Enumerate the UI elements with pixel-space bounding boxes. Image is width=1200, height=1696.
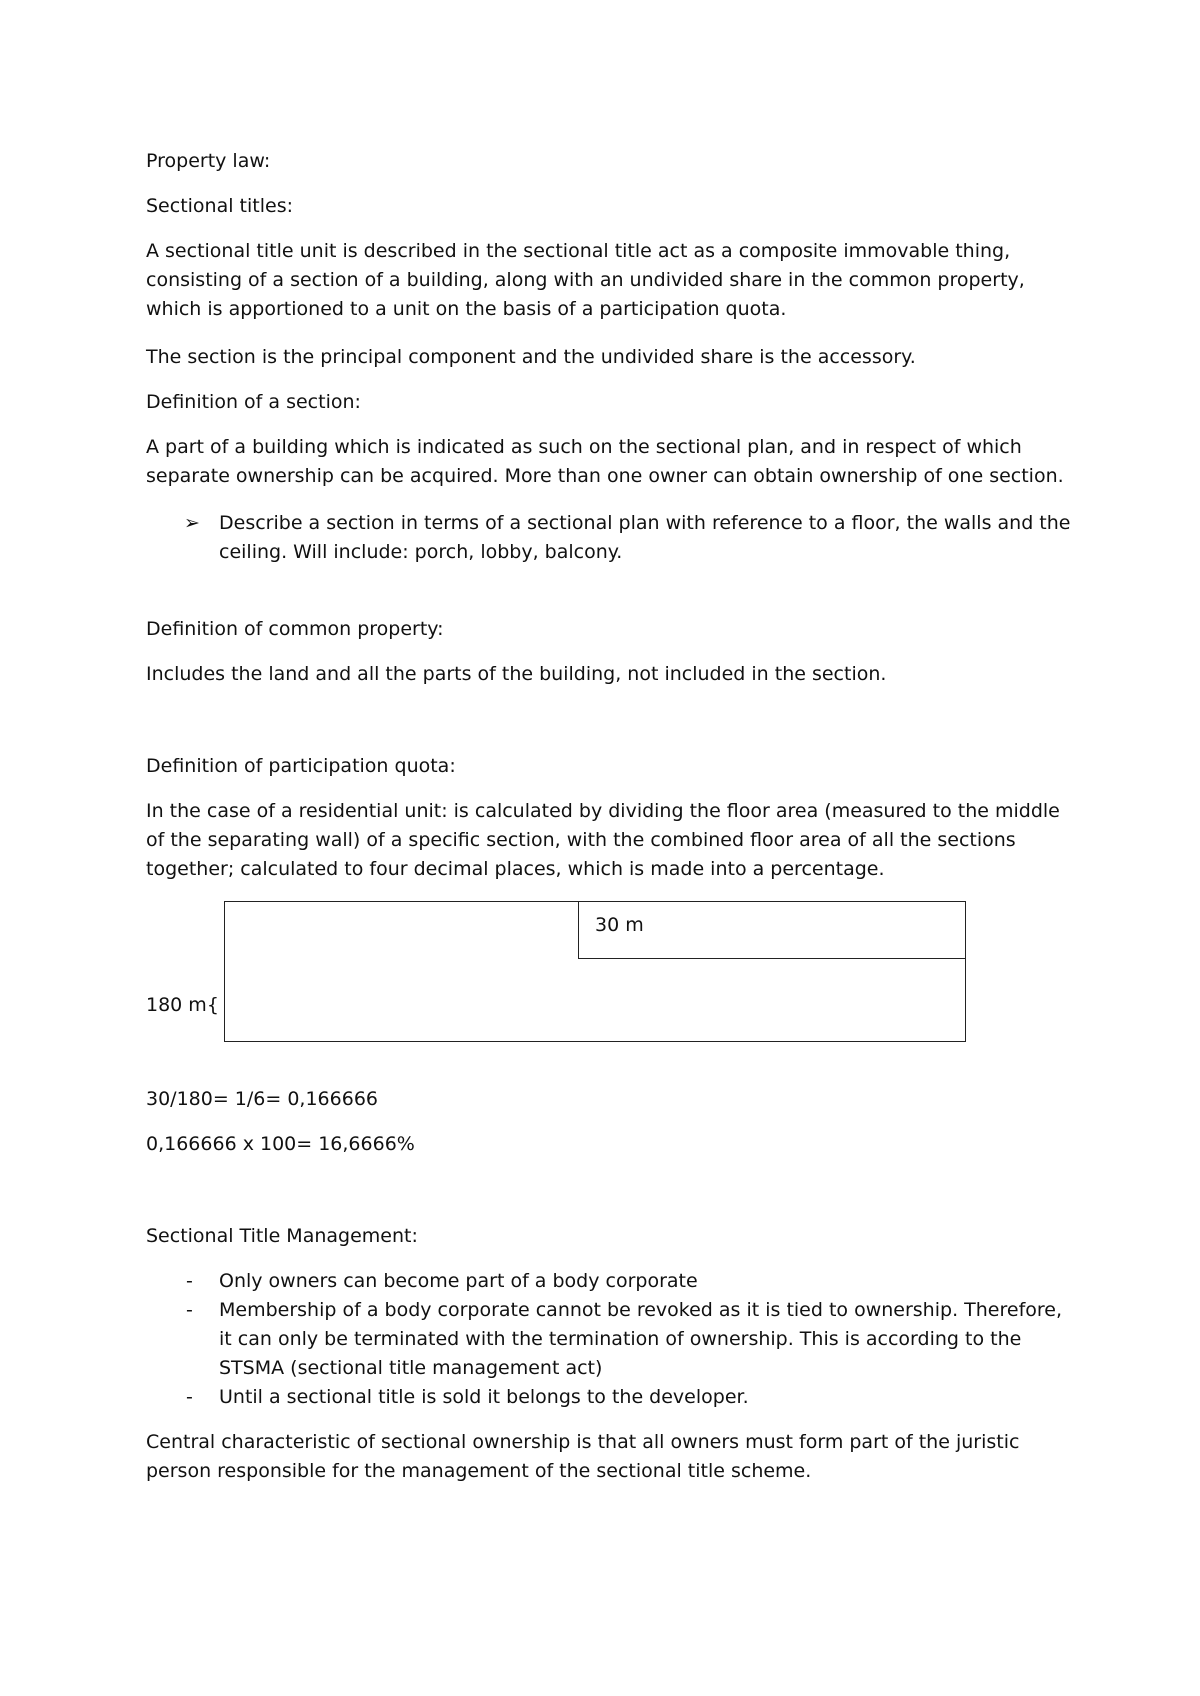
arrow-bullet-icon: ➢ <box>184 512 200 534</box>
heading-participation-quota: Definition of participation quota: <box>146 755 456 777</box>
list-item <box>146 1383 1076 1412</box>
arrow-bullet-item <box>146 509 1076 569</box>
paragraph-unit-description: A sectional title unit is described in the sectional title act as a composite immovable thing, consisting of a section of a building, along with an undivided share in the common property, which is apportioned to a unit on the basis of a participation quota. <box>146 240 1025 320</box>
paragraph-section-definition: A part of a building which is indicated as such on the sectional plan, and in respect of which separate ownership can be acquired. More than one owner can obtain ownership of one section. <box>146 436 1064 487</box>
list-item <box>146 1267 1076 1296</box>
calculation-line-fraction: 30/180= 1/6= 0,166666 <box>146 1088 378 1110</box>
heading-management: Sectional Title Management: <box>146 1225 418 1247</box>
heading-sectional-titles: Sectional titles: <box>146 195 293 217</box>
list-item-text: Membership of a body corporate cannot be revoked as it is tied to ownership. Therefore, it can only be terminated with the termination of ownership. This is according to the STSMA (sectional title management act) <box>219 1299 1063 1379</box>
arrow-bullet-text: Describe a section in terms of a sectional plan with reference to a floor, the walls and the ceiling. Will include: porch, lobby, balcony. <box>219 512 1071 563</box>
list-item-text: Only owners can become part of a body corporate <box>219 1270 698 1292</box>
paragraph-principal-component: The section is the principal component and the undivided share is the accessory. <box>146 346 916 368</box>
paragraph-participation-quota: In the case of a residential unit: is calculated by dividing the floor area (measured to the middle of the separating wall) of a specific section, with the combined floor area of all the sections together; calculated to four decimal places, which is made into a percentage. <box>146 800 1060 880</box>
paragraph-central-characteristic: Central characteristic of sectional ownership is that all owners must form part of the juristic person responsible for the management of the sectional title scheme. <box>146 1431 1020 1482</box>
dash-bullet-icon: - <box>186 1386 193 1408</box>
heading-property-law: Property law: <box>146 150 271 172</box>
calculation-line-percentage: 0,166666 x 100= 16,6666% <box>146 1133 415 1155</box>
list-item-text: Until a sectional title is sold it belongs to the developer. <box>219 1386 749 1408</box>
dash-bullet-icon: - <box>186 1299 193 1321</box>
heading-definition-section: Definition of a section: <box>146 391 361 413</box>
diagram-total-label: 180 m{ <box>146 994 219 1016</box>
diagram-section-label: 30 m <box>595 914 644 936</box>
paragraph-common-property: Includes the land and all the parts of the building, not included in the section. <box>146 663 887 685</box>
heading-common-property: Definition of common property: <box>146 618 444 640</box>
dash-bullet-icon: - <box>186 1270 193 1292</box>
